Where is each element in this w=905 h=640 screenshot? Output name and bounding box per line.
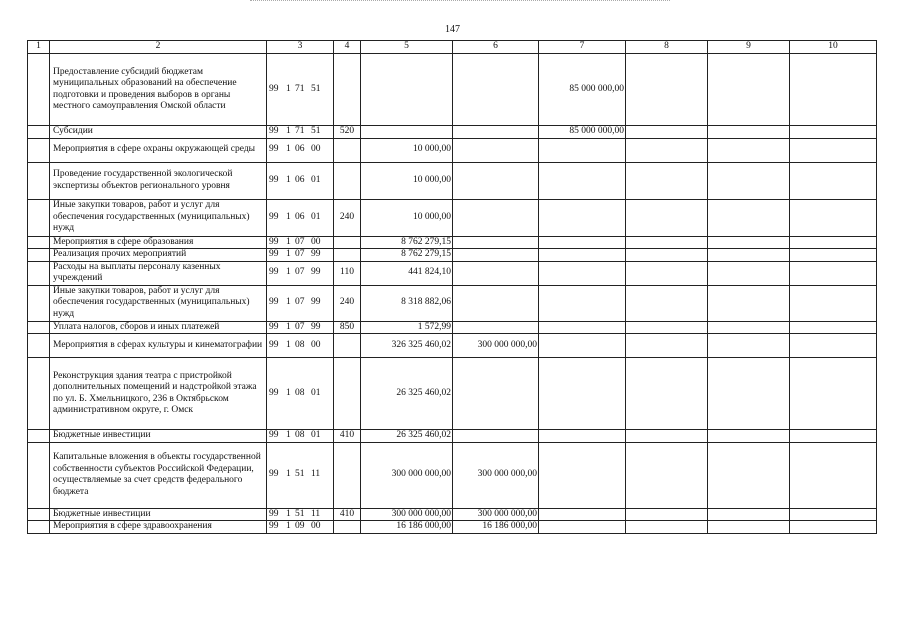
code-segment: 11 xyxy=(311,508,321,519)
row-type-cell xyxy=(334,249,361,262)
row-name-cell: Мероприятия в сферах культуры и кинематографии xyxy=(50,334,267,358)
row-amount-cell: 300 000 000,00 xyxy=(361,442,453,508)
row-blank-cell xyxy=(28,199,50,236)
row-amount-cell xyxy=(790,508,877,521)
row-code-cell xyxy=(267,249,334,262)
code-segment: 99 xyxy=(311,249,321,259)
code-segment: 08 xyxy=(295,339,305,350)
row-amount-cell xyxy=(790,162,877,199)
code-segment: 71 xyxy=(295,126,305,136)
code-segment: 99 xyxy=(269,469,279,480)
row-amount-cell xyxy=(539,261,626,285)
row-amount-cell xyxy=(626,138,708,162)
code-segment: 09 xyxy=(295,521,305,531)
row-amount-cell: 8 762 279,15 xyxy=(361,249,453,262)
header-cell: 3 xyxy=(267,41,334,54)
table-row xyxy=(28,334,877,358)
row-name-cell: Уплата налогов, сборов и иных платежей xyxy=(50,321,267,334)
code-segment: 06 xyxy=(295,144,305,155)
row-name-cell: Реконструкция здания театра с пристройкой дополнительных помещений и надстройкой этажа по ул. Б. Хмельницкого, 236 в Октябрьском административном округе, г. Омск xyxy=(50,358,267,430)
scan-top-edge xyxy=(250,0,670,1)
row-amount-cell xyxy=(626,249,708,262)
header-cell: 6 xyxy=(453,41,539,54)
row-amount-cell xyxy=(453,236,539,249)
row-amount-cell xyxy=(539,521,626,534)
row-blank-cell xyxy=(28,236,50,249)
row-amount-cell xyxy=(361,126,453,139)
row-amount-cell: 8 318 882,06 xyxy=(361,285,453,321)
row-amount-cell xyxy=(626,261,708,285)
row-amount-cell xyxy=(539,321,626,334)
code-segment: 51 xyxy=(311,126,321,136)
row-amount-cell xyxy=(708,334,790,358)
row-code-cell xyxy=(267,199,334,236)
code-segment: 99 xyxy=(311,321,321,332)
code-segment: 1 xyxy=(286,267,291,278)
header-cell: 9 xyxy=(708,41,790,54)
row-amount-cell xyxy=(708,358,790,430)
code-segment: 99 xyxy=(269,508,279,519)
row-amount-cell xyxy=(453,249,539,262)
row-amount-cell: 300 000 000,00 xyxy=(453,334,539,358)
code-segment: 99 xyxy=(269,126,279,136)
code-segment: 1 xyxy=(286,297,291,308)
row-name-cell: Мероприятия в сфере охраны окружающей среды xyxy=(50,138,267,162)
row-blank-cell xyxy=(28,334,50,358)
code-segment: 1 xyxy=(286,387,291,398)
code-segment: 1 xyxy=(286,211,291,222)
row-blank-cell xyxy=(28,249,50,262)
table-row xyxy=(28,236,877,249)
row-amount-cell xyxy=(626,54,708,126)
table-row xyxy=(28,126,877,139)
row-amount-cell: 16 186 000,00 xyxy=(361,521,453,534)
row-amount-cell xyxy=(790,54,877,126)
row-code-cell xyxy=(267,334,334,358)
row-amount-cell xyxy=(626,358,708,430)
table-row xyxy=(28,285,877,321)
row-amount-cell: 16 186 000,00 xyxy=(453,521,539,534)
code-segment: 99 xyxy=(269,174,279,185)
row-name-cell: Субсидии xyxy=(50,126,267,139)
row-amount-cell xyxy=(626,126,708,139)
row-amount-cell: 85 000 000,00 xyxy=(539,126,626,139)
code-segment: 1 xyxy=(286,521,291,531)
header-cell: 4 xyxy=(334,41,361,54)
row-code-cell xyxy=(267,521,334,534)
code-segment: 99 xyxy=(311,267,321,278)
row-amount-cell xyxy=(708,321,790,334)
code-segment: 1 xyxy=(286,339,291,350)
code-segment: 06 xyxy=(295,211,305,222)
row-amount-cell xyxy=(708,54,790,126)
code-segment: 99 xyxy=(269,521,279,531)
row-type-cell xyxy=(334,521,361,534)
row-amount-cell xyxy=(539,199,626,236)
header-row xyxy=(28,41,877,54)
row-amount-cell xyxy=(626,508,708,521)
row-amount-cell xyxy=(708,442,790,508)
code-segment: 01 xyxy=(311,174,321,185)
row-type-cell: 850 xyxy=(334,321,361,334)
row-name-cell: Иные закупки товаров, работ и услуг для обеспечения государственных (муниципальных) нужд xyxy=(50,199,267,236)
row-type-cell: 240 xyxy=(334,285,361,321)
row-amount-cell xyxy=(790,358,877,430)
code-segment: 99 xyxy=(269,144,279,155)
row-name-cell: Мероприятия в сфере образования xyxy=(50,236,267,249)
row-amount-cell xyxy=(708,521,790,534)
code-segment: 00 xyxy=(311,521,321,531)
row-amount-cell xyxy=(626,285,708,321)
row-type-cell xyxy=(334,442,361,508)
row-blank-cell xyxy=(28,521,50,534)
table-body xyxy=(28,41,877,534)
row-amount-cell: 326 325 460,02 xyxy=(361,334,453,358)
table-row xyxy=(28,521,877,534)
row-amount-cell xyxy=(539,334,626,358)
row-amount-cell xyxy=(539,285,626,321)
row-amount-cell: 26 325 460,02 xyxy=(361,358,453,430)
row-amount-cell: 10 000,00 xyxy=(361,138,453,162)
row-amount-cell xyxy=(539,508,626,521)
code-segment: 07 xyxy=(295,249,305,259)
row-amount-cell xyxy=(790,138,877,162)
row-name-cell: Бюджетные инвестиции xyxy=(50,430,267,443)
code-segment: 51 xyxy=(311,83,321,94)
row-code-cell xyxy=(267,442,334,508)
row-type-cell xyxy=(334,236,361,249)
budget-table xyxy=(27,40,877,534)
code-segment: 1 xyxy=(286,83,291,94)
code-segment: 07 xyxy=(295,236,305,247)
code-segment: 01 xyxy=(311,211,321,222)
row-blank-cell xyxy=(28,508,50,521)
row-amount-cell xyxy=(453,126,539,139)
code-segment: 99 xyxy=(269,249,279,259)
row-amount-cell xyxy=(453,358,539,430)
row-code-cell xyxy=(267,508,334,521)
row-type-cell xyxy=(334,138,361,162)
header-cell: 8 xyxy=(626,41,708,54)
code-segment: 06 xyxy=(295,174,305,185)
row-type-cell: 110 xyxy=(334,261,361,285)
code-segment: 1 xyxy=(286,321,291,332)
table-row xyxy=(28,162,877,199)
table-row xyxy=(28,138,877,162)
header-cell: 10 xyxy=(790,41,877,54)
code-segment: 07 xyxy=(295,267,305,278)
row-blank-cell xyxy=(28,162,50,199)
row-amount-cell xyxy=(790,199,877,236)
row-code-cell xyxy=(267,126,334,139)
code-segment: 99 xyxy=(269,321,279,332)
code-segment: 99 xyxy=(269,339,279,350)
row-name-cell: Проведение государственной экологической экспертизы объектов регионального уровня xyxy=(50,162,267,199)
row-code-cell xyxy=(267,285,334,321)
row-type-cell xyxy=(334,334,361,358)
code-segment: 99 xyxy=(269,83,279,94)
row-amount-cell: 85 000 000,00 xyxy=(539,54,626,126)
code-segment: 08 xyxy=(295,430,305,440)
row-amount-cell xyxy=(708,508,790,521)
row-amount-cell xyxy=(539,430,626,443)
row-amount-cell xyxy=(361,54,453,126)
row-amount-cell xyxy=(539,236,626,249)
table-row xyxy=(28,358,877,430)
row-amount-cell xyxy=(453,138,539,162)
row-amount-cell: 300 000 000,00 xyxy=(453,508,539,521)
row-type-cell: 410 xyxy=(334,508,361,521)
code-segment: 1 xyxy=(286,469,291,480)
row-blank-cell xyxy=(28,285,50,321)
row-amount-cell xyxy=(539,442,626,508)
row-name-cell: Мероприятия в сфере здравоохранения xyxy=(50,521,267,534)
code-segment: 11 xyxy=(311,469,321,480)
row-amount-cell xyxy=(790,430,877,443)
row-amount-cell xyxy=(790,261,877,285)
row-amount-cell xyxy=(453,162,539,199)
code-segment: 99 xyxy=(269,267,279,278)
row-blank-cell xyxy=(28,261,50,285)
row-amount-cell xyxy=(708,162,790,199)
row-name-cell: Реализация прочих мероприятий xyxy=(50,249,267,262)
row-code-cell xyxy=(267,430,334,443)
row-blank-cell xyxy=(28,126,50,139)
row-blank-cell xyxy=(28,138,50,162)
row-code-cell xyxy=(267,162,334,199)
row-amount-cell xyxy=(790,442,877,508)
row-amount-cell xyxy=(539,138,626,162)
row-type-cell: 410 xyxy=(334,430,361,443)
row-amount-cell xyxy=(790,126,877,139)
row-blank-cell xyxy=(28,54,50,126)
row-amount-cell xyxy=(626,321,708,334)
code-segment: 1 xyxy=(286,174,291,185)
table-row xyxy=(28,321,877,334)
row-blank-cell xyxy=(28,430,50,443)
row-type-cell xyxy=(334,358,361,430)
table-row xyxy=(28,199,877,236)
row-amount-cell: 1 572,99 xyxy=(361,321,453,334)
code-segment: 07 xyxy=(295,321,305,332)
row-blank-cell xyxy=(28,321,50,334)
table-row xyxy=(28,54,877,126)
code-segment: 1 xyxy=(286,144,291,155)
code-segment: 71 xyxy=(295,83,305,94)
row-blank-cell xyxy=(28,358,50,430)
row-amount-cell xyxy=(626,334,708,358)
row-code-cell xyxy=(267,321,334,334)
row-amount-cell xyxy=(708,249,790,262)
page-number: 147 xyxy=(445,24,460,35)
row-amount-cell xyxy=(790,249,877,262)
code-segment: 1 xyxy=(286,508,291,519)
row-name-cell: Иные закупки товаров, работ и услуг для обеспечения государственных (муниципальных) нужд xyxy=(50,285,267,321)
code-segment: 99 xyxy=(269,297,279,308)
row-amount-cell: 300 000 000,00 xyxy=(453,442,539,508)
code-segment: 99 xyxy=(311,297,321,308)
row-name-cell: Предоставление субсидий бюджетам муниципальных образований на обеспечение подготовки и проведения выборов в органы местного самоуправления Омской области xyxy=(50,54,267,126)
row-amount-cell xyxy=(626,162,708,199)
row-amount-cell xyxy=(708,285,790,321)
code-segment: 99 xyxy=(269,387,279,398)
row-amount-cell xyxy=(539,358,626,430)
header-cell: 1 xyxy=(28,41,50,54)
table-row xyxy=(28,442,877,508)
row-amount-cell xyxy=(626,442,708,508)
row-code-cell xyxy=(267,236,334,249)
table-row xyxy=(28,249,877,262)
row-amount-cell xyxy=(790,321,877,334)
row-amount-cell xyxy=(453,261,539,285)
row-amount-cell xyxy=(708,430,790,443)
code-segment: 1 xyxy=(286,430,291,440)
row-code-cell xyxy=(267,358,334,430)
row-amount-cell: 8 762 279,15 xyxy=(361,236,453,249)
code-segment: 07 xyxy=(295,297,305,308)
row-amount-cell xyxy=(790,285,877,321)
code-segment: 51 xyxy=(295,508,305,519)
code-segment: 08 xyxy=(295,387,305,398)
row-amount-cell xyxy=(626,236,708,249)
row-amount-cell xyxy=(790,236,877,249)
row-name-cell: Бюджетные инвестиции xyxy=(50,508,267,521)
table-row xyxy=(28,261,877,285)
header-cell: 7 xyxy=(539,41,626,54)
code-segment: 99 xyxy=(269,211,279,222)
row-amount-cell xyxy=(539,162,626,199)
row-blank-cell xyxy=(28,442,50,508)
row-amount-cell xyxy=(708,126,790,139)
row-type-cell xyxy=(334,162,361,199)
row-amount-cell xyxy=(453,321,539,334)
row-amount-cell xyxy=(453,199,539,236)
header-cell: 2 xyxy=(50,41,267,54)
row-amount-cell xyxy=(708,138,790,162)
row-amount-cell xyxy=(626,521,708,534)
code-segment: 1 xyxy=(286,236,291,247)
row-amount-cell xyxy=(453,430,539,443)
row-amount-cell: 300 000 000,00 xyxy=(361,508,453,521)
row-code-cell xyxy=(267,261,334,285)
row-code-cell xyxy=(267,138,334,162)
row-amount-cell: 10 000,00 xyxy=(361,199,453,236)
table-row xyxy=(28,430,877,443)
row-amount-cell xyxy=(539,249,626,262)
row-name-cell: Расходы на выплаты персоналу казенных учреждений xyxy=(50,261,267,285)
row-amount-cell: 26 325 460,02 xyxy=(361,430,453,443)
row-type-cell: 520 xyxy=(334,126,361,139)
code-segment: 1 xyxy=(286,126,291,136)
row-amount-cell xyxy=(453,285,539,321)
table-row xyxy=(28,508,877,521)
row-amount-cell: 10 000,00 xyxy=(361,162,453,199)
row-amount-cell xyxy=(626,430,708,443)
row-amount-cell xyxy=(708,261,790,285)
row-type-cell xyxy=(334,54,361,126)
row-amount-cell xyxy=(708,199,790,236)
row-amount-cell xyxy=(790,334,877,358)
row-amount-cell xyxy=(453,54,539,126)
code-segment: 00 xyxy=(311,339,321,350)
code-segment: 51 xyxy=(295,469,305,480)
code-segment: 00 xyxy=(311,144,321,155)
code-segment: 1 xyxy=(286,249,291,259)
header-cell: 5 xyxy=(361,41,453,54)
row-type-cell: 240 xyxy=(334,199,361,236)
row-amount-cell xyxy=(708,236,790,249)
row-name-cell: Капитальные вложения в объекты государственной собственности субъектов Российской Федерации, осуществляемые за счет средств федерального бюджета xyxy=(50,442,267,508)
row-amount-cell: 441 824,10 xyxy=(361,261,453,285)
code-segment: 99 xyxy=(269,430,279,440)
code-segment: 01 xyxy=(311,387,321,398)
row-code-cell xyxy=(267,54,334,126)
code-segment: 99 xyxy=(269,236,279,247)
row-amount-cell xyxy=(626,199,708,236)
code-segment: 00 xyxy=(311,236,321,247)
row-amount-cell xyxy=(790,521,877,534)
code-segment: 01 xyxy=(311,430,321,440)
